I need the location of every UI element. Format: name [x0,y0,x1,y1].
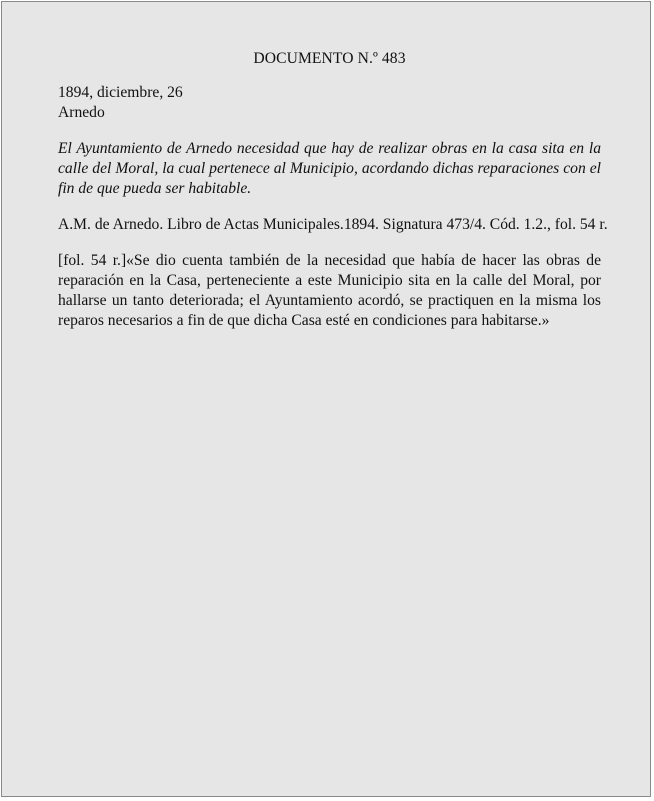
document-summary: El Ayuntamiento de Arnedo necesidad que hay de realizar obras en la casa sita en la calle del Moral, la cual pertenece al Municipio, acordando dichas reparaciones con el fin de que pueda ser habitable. [58,140,601,197]
document-title: DOCUMENTO N.º 483 [253,50,406,67]
document-place: Arnedo [58,104,105,121]
date-place-block [58,83,601,123]
document-content [58,49,608,331]
document-source: A.M. de Arnedo. Libro de Actas Municipales.1894. Signatura 473/4. Cód. 1.2., fol. 54 r. [58,216,608,233]
document-transcription: [fol. 54 r.]«Se dio cuenta también de la necesidad que había de hacer las obras de reparación en la Casa, perteneciente a este Municipio sita en la calle del Moral, por hallarse un tanto deteriorada; el Ayuntamiento acordó, se practiquen en la misma los reparos necesarios a fin de que dicha Casa esté en condiciones para habitarse.» [58,252,601,329]
document-date: 1894, diciembre, 26 [58,84,183,101]
document-page [1,1,651,797]
